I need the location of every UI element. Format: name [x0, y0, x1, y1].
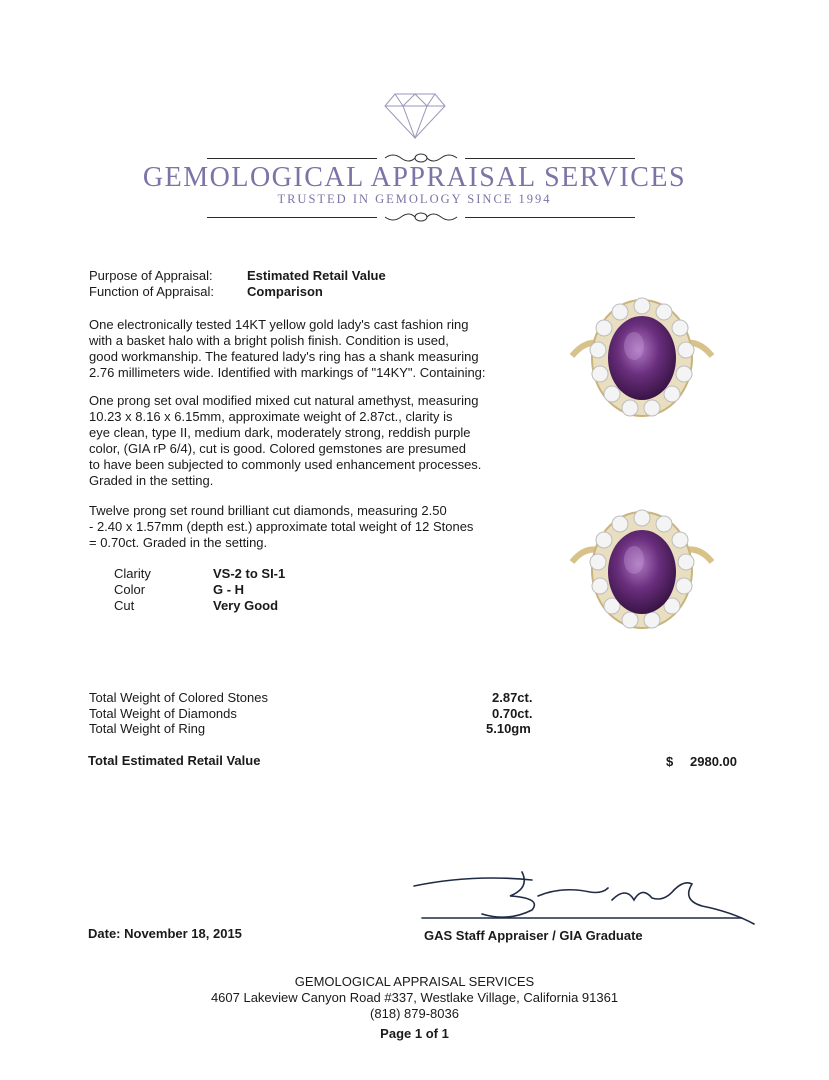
appraisal-date: Date: November 18, 2015 — [88, 926, 242, 941]
footer-address: 4607 Lakeview Canyon Road #337, Westlake Village, California 91361 — [210, 990, 619, 1005]
grade-value-clarity: VS-2 to SI-1 — [213, 566, 286, 581]
ring-photo-top — [568, 296, 716, 427]
function-label: Function of Appraisal: — [89, 284, 215, 299]
grade-value-cut: Very Good — [213, 598, 279, 613]
total-diamonds-value: 0.70ct. — [492, 706, 533, 721]
grade-label-cut: Cut — [114, 598, 135, 613]
retail-currency: $ — [666, 754, 674, 769]
company-tagline: TRUSTED IN GEMOLOGY SINCE 1994 — [277, 192, 552, 206]
diamond-description — [89, 503, 519, 551]
page-number: Page 1 of 1 — [380, 1026, 449, 1041]
ring-photo-bottom — [568, 508, 716, 639]
appraiser-signature — [412, 866, 757, 933]
stone-line: to have been subjected to commonly used enhancement processes. — [89, 457, 482, 472]
description-line: One electronically tested 14KT yellow gold lady's cast fashion ring — [89, 317, 469, 332]
stone-line: eye clean, type II, medium dark, moderately strong, reddish purple — [89, 425, 471, 440]
total-ring-weight-value: 5.10gm — [486, 721, 531, 736]
total-diamonds-label: Total Weight of Diamonds — [89, 706, 237, 721]
stone-line: 10.23 x 8.16 x 6.15mm, approximate weight of 2.87ct., clarity is — [89, 409, 453, 424]
header-bottom-ornament — [207, 210, 635, 224]
retail-amount: 2980.00 — [690, 754, 737, 769]
ring-description — [89, 317, 519, 381]
stone-description — [89, 393, 519, 489]
signature-caption: GAS Staff Appraiser / GIA Graduate — [424, 928, 643, 943]
grade-label-color: Color — [114, 582, 146, 597]
footer-phone: (818) 879-8036 — [370, 1006, 459, 1021]
description-line: good workmanship. The featured lady's ring has a shank measuring — [89, 349, 479, 364]
diamond-line: Twelve prong set round brilliant cut diamonds, measuring 2.50 — [89, 503, 447, 518]
purpose-value: Estimated Retail Value — [247, 268, 386, 283]
stone-line: One prong set oval modified mixed cut natural amethyst, measuring — [89, 393, 479, 408]
total-colored-stones-value: 2.87ct. — [492, 690, 533, 705]
retail-value-label: Total Estimated Retail Value — [88, 753, 261, 768]
total-ring-weight-label: Total Weight of Ring — [89, 721, 206, 736]
diamond-line: = 0.70ct. Graded in the setting. — [89, 535, 268, 550]
grade-value-color: G - H — [213, 582, 245, 597]
stone-line: color, (GIA rP 6/4), cut is good. Colored gemstones are presumed — [89, 441, 466, 456]
stone-line: Graded in the setting. — [89, 473, 214, 488]
description-line: with a basket halo with a bright polish finish. Condition is used, — [89, 333, 449, 348]
description-line: 2.76 millimeters wide. Identified with markings of "14KY". Containing: — [89, 365, 486, 380]
diamond-logo-icon — [383, 92, 447, 145]
footer-company: GEMOLOGICAL APPRAISAL SERVICES — [294, 974, 535, 989]
function-value: Comparison — [247, 284, 323, 299]
company-name: GEMOLOGICAL APPRAISAL SERVICES — [142, 162, 687, 193]
total-colored-stones-label: Total Weight of Colored Stones — [89, 690, 268, 705]
grade-label-clarity: Clarity — [114, 566, 151, 581]
purpose-label: Purpose of Appraisal: — [89, 268, 213, 283]
diamond-line: - 2.40 x 1.57mm (depth est.) approximate total weight of 12 Stones — [89, 519, 474, 534]
